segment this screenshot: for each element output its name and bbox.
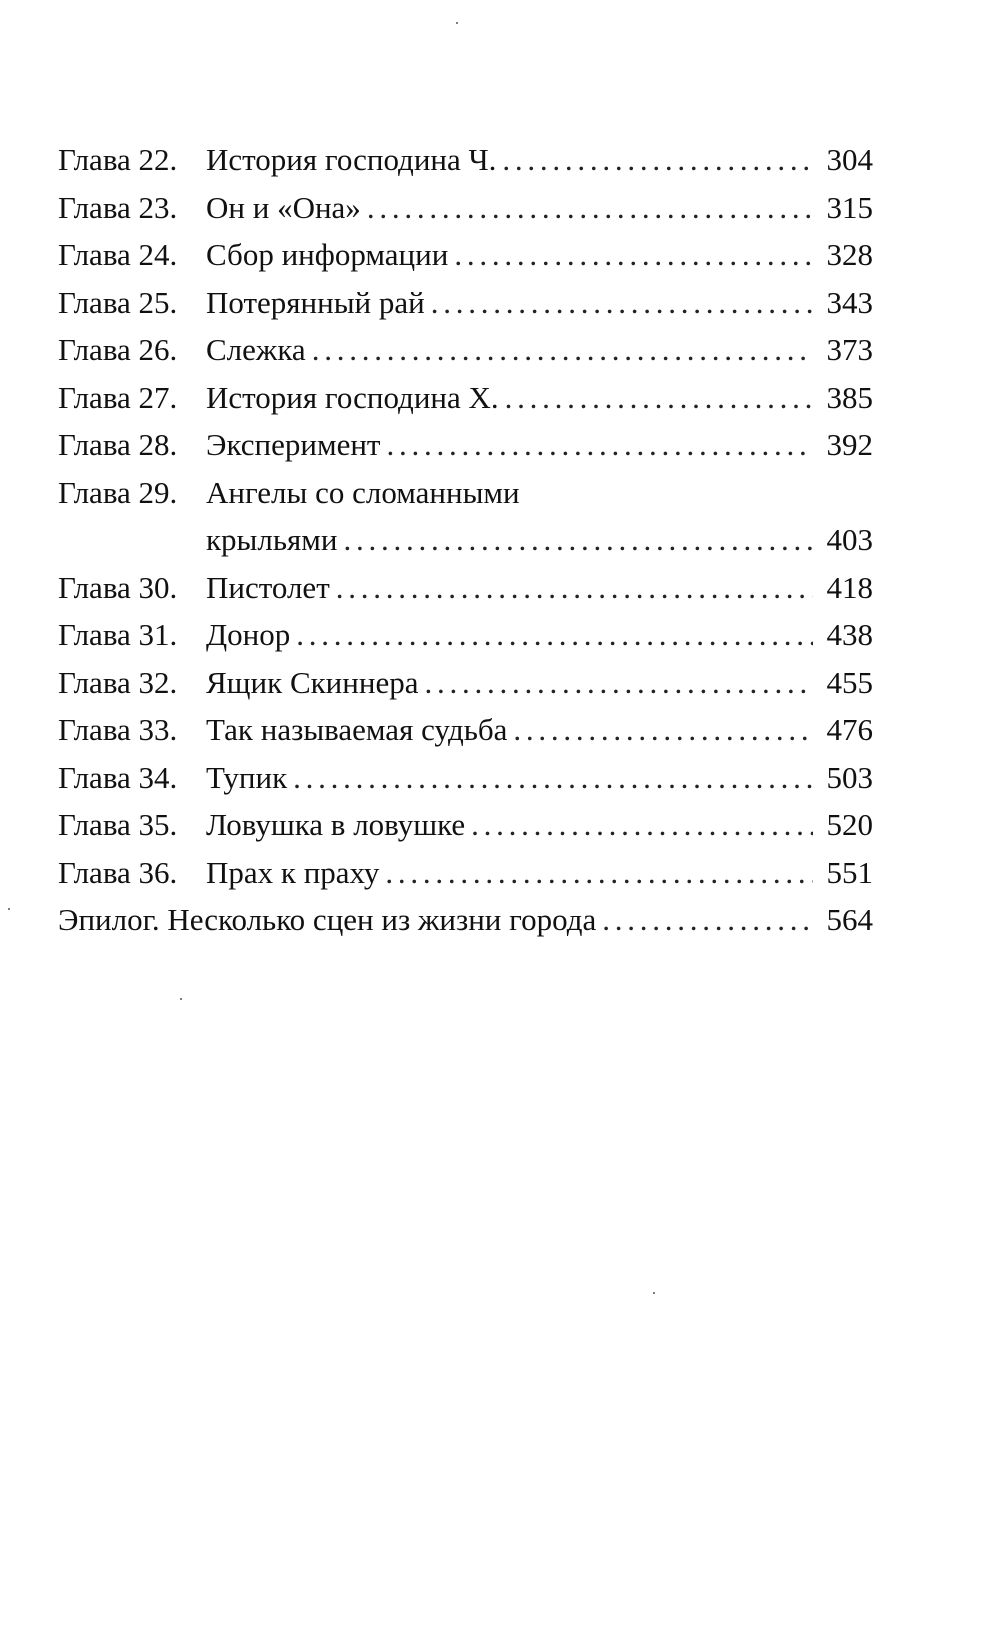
- chapter-number: Глава 36.: [58, 854, 178, 890]
- scan-speck: [653, 1292, 655, 1294]
- table-of-contents: [58, 136, 873, 944]
- toc-entry-22[interactable]: [58, 136, 873, 184]
- page-number: 328: [826, 237, 873, 272]
- chapter-title: Ловушка в ловушке: [206, 807, 466, 842]
- dot-leader: [505, 374, 813, 422]
- dot-leader: [296, 611, 813, 659]
- chapter-number: Глава 25.: [58, 284, 178, 320]
- chapter-title: Так называемая судьба: [206, 712, 508, 747]
- toc-entry-epilogue[interactable]: [58, 896, 873, 944]
- page-number: 564: [826, 902, 873, 937]
- toc-entry-25[interactable]: [58, 279, 873, 327]
- chapter-title-continued: крыльями: [206, 522, 338, 557]
- dot-leader: [386, 421, 813, 469]
- toc-entry-23[interactable]: [58, 184, 873, 232]
- toc-entry-31[interactable]: [58, 611, 873, 659]
- chapter-title: Ангелы со сломанными: [206, 474, 520, 510]
- chapter-number: Глава 24.: [58, 237, 178, 272]
- dot-leader: [471, 801, 813, 849]
- chapter-number: Глава 32.: [58, 664, 178, 700]
- toc-entry-33[interactable]: [58, 706, 873, 754]
- chapter-title: Слежка: [206, 332, 306, 367]
- scan-speck: [180, 998, 182, 1000]
- page-number: 315: [826, 189, 873, 225]
- page-number: 551: [826, 854, 873, 890]
- page-number: 418: [826, 569, 873, 605]
- chapter-title: История господина Ч.: [206, 142, 497, 177]
- dot-leader: [312, 326, 813, 374]
- chapter-number: Глава 29.: [58, 474, 178, 510]
- page-number: 520: [826, 807, 873, 842]
- toc-entry-30[interactable]: [58, 564, 873, 612]
- dot-leader: [431, 279, 813, 327]
- chapter-number: Глава 30.: [58, 569, 178, 605]
- page-number: 455: [826, 664, 873, 700]
- page-number: 343: [826, 284, 873, 320]
- page-number: 304: [826, 142, 873, 177]
- chapter-number: Глава 22.: [58, 142, 178, 177]
- dot-leader: [343, 516, 813, 564]
- chapter-title: Он и «Она»: [206, 189, 361, 225]
- epilogue-title: Эпилог. Несколько сцен из жизни города: [58, 902, 597, 937]
- toc-entry-29[interactable]: [58, 469, 873, 517]
- dot-leader: [454, 231, 813, 279]
- dot-leader: [385, 849, 813, 897]
- chapter-number: Глава 33.: [58, 712, 178, 747]
- chapter-title: История господина Х.: [206, 379, 499, 415]
- chapter-title: Пистолет: [206, 569, 330, 605]
- dot-leader: [513, 706, 813, 754]
- dot-leader: [336, 564, 813, 612]
- toc-entry-26[interactable]: [58, 326, 873, 374]
- chapter-number: Глава 27.: [58, 379, 178, 415]
- page-number: 403: [826, 522, 873, 557]
- chapter-title: Донор: [206, 617, 291, 652]
- toc-entry-29-continued[interactable]: [58, 516, 873, 564]
- scan-speck: [8, 908, 10, 910]
- page-number: 438: [826, 617, 873, 652]
- dot-leader: [424, 659, 813, 707]
- dot-leader: [367, 184, 813, 232]
- chapter-number: Глава 34.: [58, 759, 178, 795]
- chapter-title: Эксперимент: [206, 427, 381, 462]
- chapter-title: Ящик Скиннера: [206, 664, 419, 700]
- chapter-number: Глава 26.: [58, 332, 178, 367]
- page-number: 476: [826, 712, 873, 747]
- chapter-title: Тупик: [206, 759, 288, 795]
- toc-entry-32[interactable]: [58, 659, 873, 707]
- toc-entry-24[interactable]: [58, 231, 873, 279]
- chapter-number: Глава 28.: [58, 427, 178, 462]
- chapter-number: Глава 31.: [58, 617, 178, 652]
- chapter-number: Глава 35.: [58, 807, 178, 842]
- dot-leader: [502, 136, 813, 184]
- toc-entry-34[interactable]: [58, 754, 873, 802]
- toc-entry-36[interactable]: [58, 849, 873, 897]
- dot-leader: [293, 754, 813, 802]
- page-number: 503: [826, 759, 873, 795]
- chapter-number: Глава 23.: [58, 189, 178, 225]
- chapter-title: Прах к праху: [206, 854, 380, 890]
- page-number: 392: [826, 427, 873, 462]
- toc-entry-28[interactable]: [58, 421, 873, 469]
- toc-entry-35[interactable]: [58, 801, 873, 849]
- page-number: 385: [826, 379, 873, 415]
- dot-leader: [602, 896, 813, 944]
- chapter-title: Потерянный рай: [206, 284, 425, 320]
- page-number: 373: [826, 332, 873, 367]
- chapter-title: Сбор информации: [206, 237, 449, 272]
- toc-entry-27[interactable]: [58, 374, 873, 422]
- scan-speck: [456, 22, 458, 24]
